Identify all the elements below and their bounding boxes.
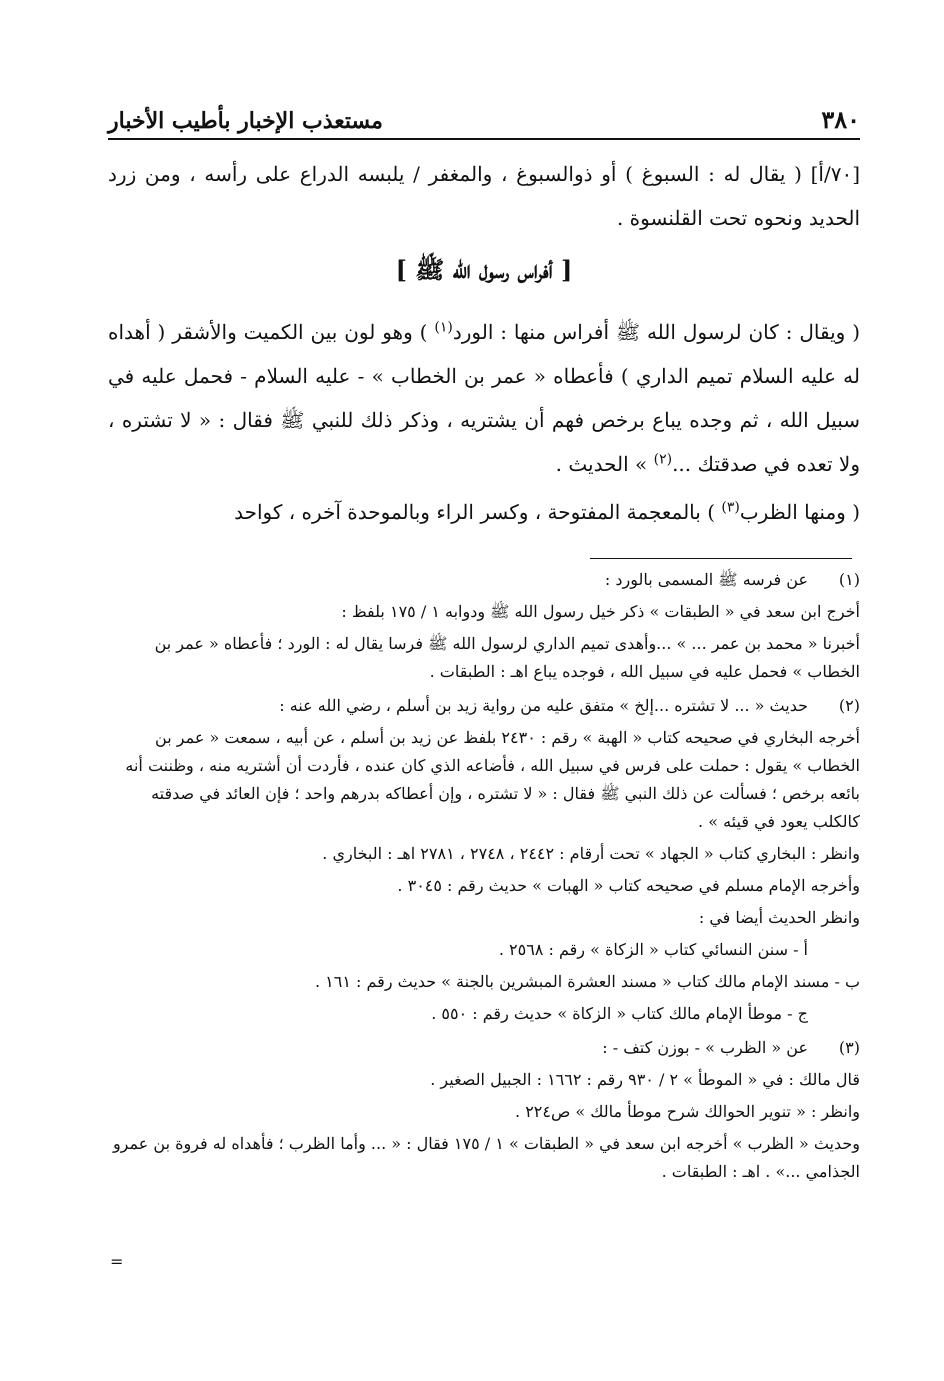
footnote-3 xyxy=(108,1034,860,1190)
footnote-separator xyxy=(590,558,852,559)
page-header xyxy=(108,94,860,134)
footnote-line: حديث « ... لا تشتره ...إلخ » متفق عليه من رواية زيد بن أسلم ، رضي الله عنه : xyxy=(279,696,808,715)
footnote-line: وانظر : البخاري كتاب « الجهاد » تحت أرقام : ٢٤٤٢ ، ٢٧٤٨ ، ٢٧٨١ اهـ : البخاري . xyxy=(322,844,860,863)
paragraph-text: » الحديث . xyxy=(555,452,654,476)
paragraph-text: ) وهو لون بين الكميت والأشقر ( أهداه له عليه السلام تميم الداري ) فأعطاه « عمر بن الخطاب » - عليه السلام - فحمل عليه في سبيل الله ، ثم وجده يباع برخص فهم أن يشتريه ، وذكر ذلك للنبي ﷺ فقال : « لا تشتره ، ولا تعده في صدقتك ... xyxy=(108,320,860,476)
paragraph-text: ( ويقال : كان لرسول الله ﷺ أفراس منها : الورد xyxy=(452,320,861,344)
footnote-list-item: ج - موطأ الإمام مالك كتاب « الزكاة » حديث رقم : ٥٥٠ . xyxy=(431,1004,808,1023)
footnote-number: (٢) xyxy=(838,696,860,715)
paragraph-horses xyxy=(108,310,860,486)
header-rule xyxy=(108,138,860,140)
footnote-line: أخرجه البخاري في صحيحه كتاب « الهبة » رقم : ٢٤٣٠ بلفظ عن زيد بن أسلم ، عن أبيه ، سمعت « عمر بن الخطاب » يقول : حملت على فرس في سبيل الله ، فأضاعه الذي كان عنده ، فأردت أن أشتريه منه ، وظننت أنه بائعه برخص ؛ فسألت عن ذلك النبي ﷺ فقال : « لا تشتره ، وإن أعطاكه بدرهم واحد ؛ فإن العائد في صدقته كالكلب يعود في قيئه » . xyxy=(125,728,860,831)
footnotes xyxy=(108,566,860,1192)
footnote-line: قال مالك : في « الموطأ » ٢ / ٩٣٠ رقم : ١٦٦٢ : الجبيل الصغير . xyxy=(430,1070,860,1089)
footnote-ref-1[interactable]: (١) xyxy=(434,319,453,336)
footnote-list-item: ب - مسند الإمام مالك كتاب « مسند العشرة المبشرين بالجنة » حديث رقم : ١٦١ . xyxy=(315,972,860,991)
footnote-number: (٣) xyxy=(838,1038,860,1057)
footnote-body xyxy=(108,1034,860,1190)
footnote-line: وأخرجه الإمام مسلم في صحيحه كتاب « الهبات » حديث رقم : ٣٠٤٥ . xyxy=(397,876,860,895)
book-title: مستعذب الإخبار بأطيب الأخبار xyxy=(108,108,383,134)
footnote-ref-3[interactable]: (٣) xyxy=(721,499,740,516)
footnote-line: أخرج ابن سعد في « الطبقات » ذكر خيل رسول الله ﷺ ودوابه ١ / ١٧٥ بلفظ : xyxy=(341,602,860,621)
footnote-line: عن « الظرب » - بوزن كتف - : xyxy=(602,1038,808,1057)
footnote-line: وانظر : « تنوير الحوالك شرح موطأ مالك » ص٢٢٤ . xyxy=(515,1102,860,1121)
footnote-body xyxy=(108,566,860,690)
paragraph-intro: [٧٠/أ] ( يقال له : السبوغ ) أو ذوالسبوغ ، والمغفر / يلبسه الدراع على رأسه ، ومن زرد الحديد ونحوه تحت القلنسوة . xyxy=(108,162,860,230)
footnote-number: (١) xyxy=(838,570,860,589)
footnote-line: عن فرسه ﷺ المسمى بالورد : xyxy=(604,570,808,589)
footnote-line: وحديث « الظرب » أخرجه ابن سعد في « الطبقات » ١ / ١٧٥ فقال : « ... وأما الظرب ؛ فأهداه له فروة بن عمرو الجذامي ...» . اهـ : الطبقات . xyxy=(112,1134,860,1181)
footnote-body xyxy=(108,692,860,1032)
continuation-mark: = xyxy=(110,1252,124,1271)
paragraph-text: ) بالمعجمة المفتوحة ، وكسر الراء وبالموحدة آخره ، كواحد xyxy=(234,500,722,524)
footnote-line: وانظر الحديث أيضا في : xyxy=(698,908,860,927)
footnote-line: أخبرنا « محمد بن عمر ... » ...وأهدى تميم الداري لرسول الله ﷺ فرسا يقال له : الورد ؛ فأعطاه « عمر بن الخطاب » فحمل عليه في سبيل الله ، فوجده يباع اهـ : الطبقات . xyxy=(154,634,860,681)
footnote-ref-2[interactable]: (٢) xyxy=(653,451,673,468)
footnote-list-item: أ - سنن النسائي كتاب « الزكاة » رقم : ٢٥٦٨ . xyxy=(498,940,808,959)
footnote-1 xyxy=(108,566,860,690)
paragraph-text: ( ومنها الظرب xyxy=(739,500,860,524)
paragraph-zarib xyxy=(108,490,860,534)
page-number: ٣٨٠ xyxy=(821,105,860,134)
section-heading: [ أفراس رسول الله ﷺ ] xyxy=(395,255,573,284)
footnote-2 xyxy=(108,692,860,1032)
